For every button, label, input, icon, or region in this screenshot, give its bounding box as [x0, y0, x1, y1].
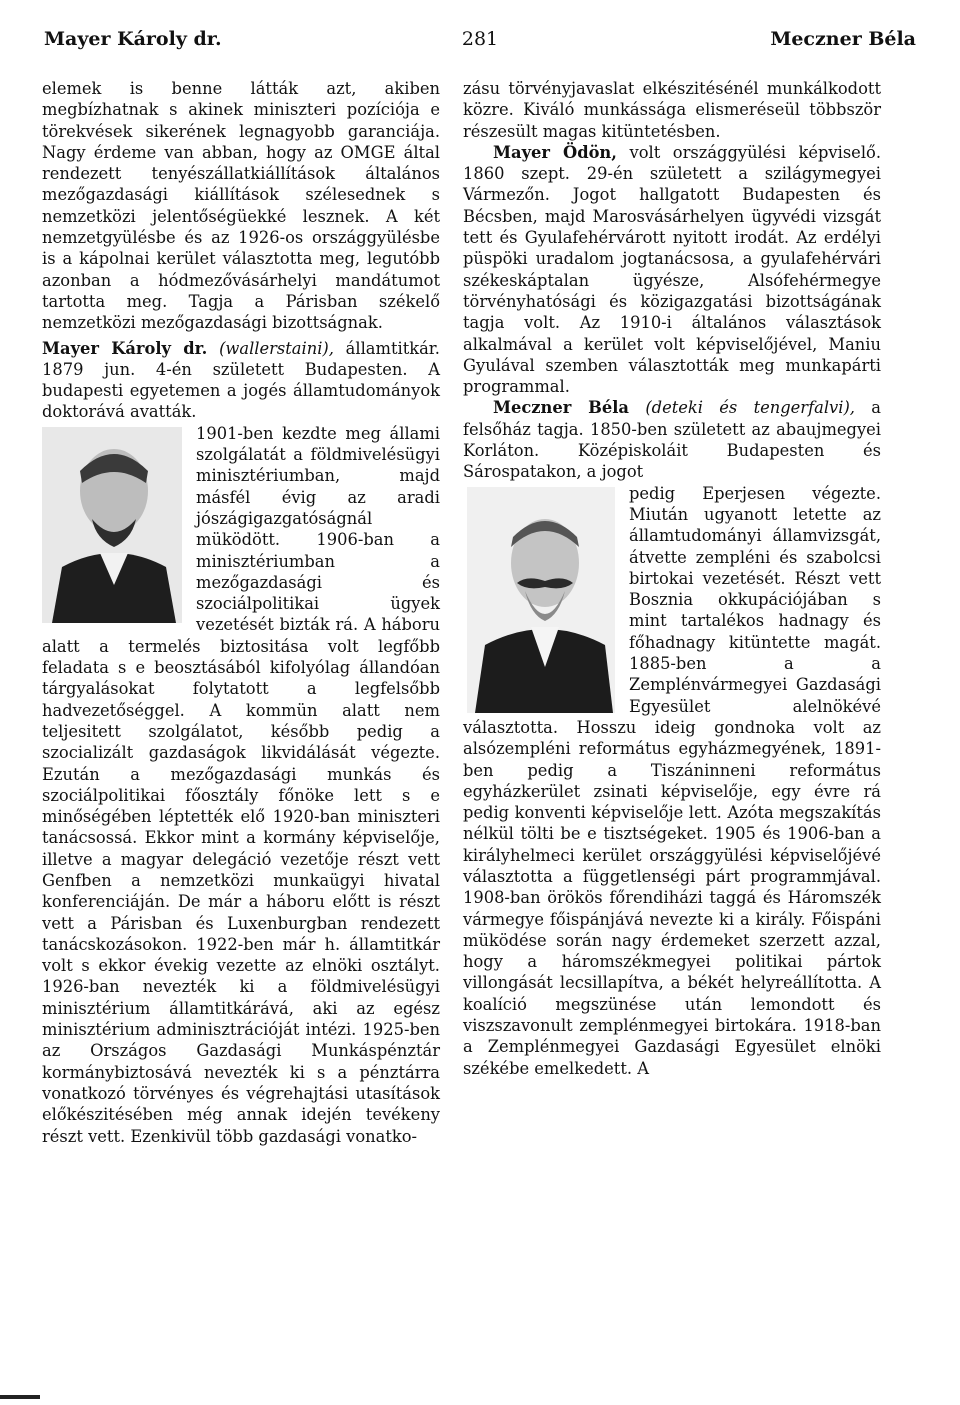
paragraph: zásu törvényjavaslat elkészitésénél munkálkodott közre. Kiváló munkássága elismeréseül többször részesült magas kitüntetésben. [463, 79, 881, 141]
entry-text: a felsőház tagja. 1850-ben született az abaujmegyei Korláton. Középiskoláit Budapesten és Sárospatakon, a jogot [463, 398, 881, 482]
left-column [42, 78, 440, 1147]
page-header [44, 28, 916, 58]
header-right-entry: Meczner Béla [770, 28, 916, 50]
page-number: 281 [461, 28, 499, 50]
entry-alias: (deteki és tengerfalvi), [645, 398, 855, 418]
portrait-photo [42, 427, 182, 623]
entry-text: pedig Eperjesen végezte. Miután ugyanott letette az államtudományi államvizsgát, átvette zempléni és szabolcsi birtokai vezetését. Részt vett Bosznia okkupációjában s mint tartalékos hadnagy és főhadnagy kitüntette magát. 1885-ben a a Zemplénvármegyei Gazdasági Egyesület alelnökévé választotta. Hosszu ideig gondnoka volt az alsózempléni református egyházmegyének, 1891-ben pedig a Tiszáninneni református egyházkerület zsinati képviselője, egy évre rá pedig konventi képviselője lett. Azóta megszakítás nélkül tölti be e tisztségeket. 1905 és 1906-ban a királyhelmeci kerület országgyülési képviselőjévé választotta a függetlenségi párt programmjával. 1908-ban örökös főrendiházi taggá és Háromszék vármegye főispánjává nevezte ki a király. Főispáni müködése során nagy érdemeket szerzett azzal, hogy a háromszékmegyei politikai pártok villongását lecsillapítva, a békét helyreállította. A koalíció megszünése után lemondott és viszszavonult zemplénmegyei birtokára. 1918-ban a Zemplénmegyei Gazdasági Egyesület elnöki székébe emelkedett. A [463, 483, 881, 1078]
entry-meczner-bela-continued [463, 483, 881, 1079]
entry-meczner-bela [463, 397, 881, 482]
entry-name: Mayer Károly dr. [42, 338, 208, 358]
entry-text: államtitkár. 1879 jun. 4-én született Budapesten. A budapesti egyetemen a jogés államtudományok doktorává avatták. [42, 338, 440, 422]
scan-mark [0, 1395, 40, 1399]
entry-name: Mayer Ödön, [493, 142, 617, 162]
entry-text: 1901-ben kezdte meg állami szolgálatát a földmivelésügyi minisztériumban, majd másfél évig az aradi jószágigazgatóságnál müködött. 1906-ban a minisztériumban a mezőgazdasági és szociálpolitikai ügyek vezetését bizták rá. A háboru alatt a termelés biztositása volt legfőbb feladata s e beosztásából kifolyólag állandóan tárgyalásokat folytatott a legfelsőbb hadvezetőséggel. A kommün alatt nem teljesitett szolgálatot, később pedig a szocializált gazdaságok likvidálását végezte. Ezután a mezőgazdasági munkás és szociálpolitikai főosztály főnöke lett s e minőségében léptették elő 1920-ban miniszteri tanácsossá. Ekkor mint a kormány képviselője, illetve a magyar delegáció vezetője részt vett Genfben a nemzetközi munkaügyi hivatal konferenciáján. De már a háboru előtt is részt vett a Párisban és Luxenburgban rendezett tanácskozásokon. 1922-ben már h. államtitkár volt s ekkor évekig vezette az elnöki osztályt. 1926-ban nevezték ki a földmivelésügyi minisztérium államtitkárává, aki az egész minisztérium adminisztrációját intézi. 1925-ben az Országos Gazdasági Munkáspénztár kormánybiztosává nevezték ki s a pénztárra vonatkozó törvényes és végrehajtási utasítások előkészitésében még annak idején tevékeny részt vett. Ezenkivül több gazdasági vonatko- [42, 423, 440, 1146]
right-column [463, 78, 881, 1079]
entry-text: volt országgyülési képviselő. 1860 szept. 29-én született a szilágymegyei Vármezőn. Jogot hallgatott Budapesten és Bécsben, majd Marosvásárhelyen ügyvédi vizsgát tett és Gyulafehérvárott nyitott irodát. Az erdélyi püspöki uradalom jogtanácsosa, a gyulafehérvári székeskáptalan ügyésze, Alsófehérmegye törvényhatósági és közigazgatási bizottságának tagja volt. Az 1910-i általános választások alkalmával a kerület volt képviselőjével, Maniu Gyulával szemben választották meg munkapárti programmal. [463, 142, 882, 397]
portrait-photo [467, 487, 615, 713]
entry-name: Meczner Béla [493, 398, 629, 418]
entry-mayer-karoly [42, 338, 440, 423]
paragraph: elemek is benne látták azt, akiben megbízhatnak s akinek miniszteri pozíciója e törekvések sikerének legnagyobb garanciája. Nagy érdeme van abban, hogy az OMGE által rendezett tenyészállatkiállítások általános mezőgazdasági kiállítások szélesednek s nemzetközi jelentőségüekké lesznek. A két nemzetgyülésbe és az 1926-os országgyülésbe is a kápolnai kerület választotta meg, legutóbb azonban a hódmezővásárhelyi mandátumot tartotta meg. Tagja a Párisban székelő nemzetközi mezőgazdasági bizottságnak. [42, 79, 440, 333]
header-left-entry: Mayer Károly dr. [44, 28, 222, 50]
entry-alias: (wallerstaini), [219, 338, 334, 358]
entry-mayer-karoly-continued [42, 423, 440, 1147]
entry-mayer-odon [463, 142, 881, 398]
